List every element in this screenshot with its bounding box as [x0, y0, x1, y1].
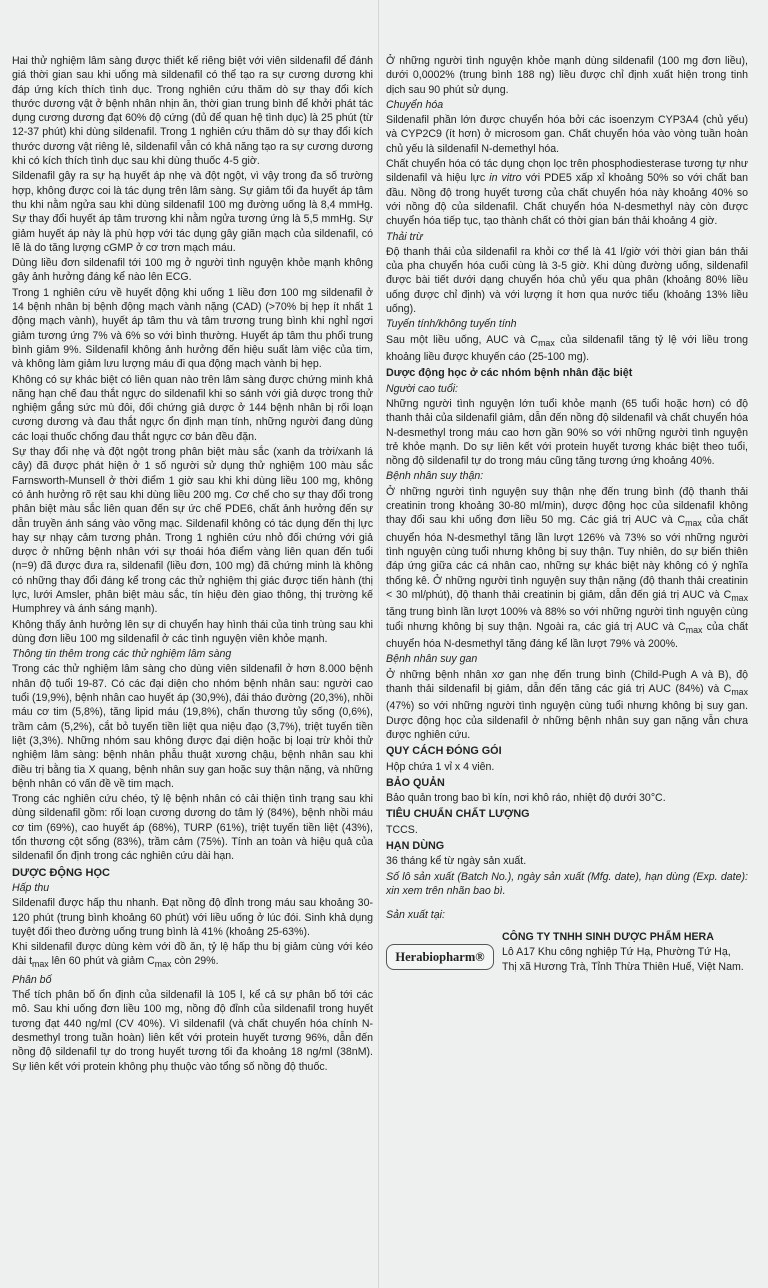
- address-line: Thị xã Hương Trà, Tỉnh Thừa Thiên Huế, Việt Nam.: [502, 961, 744, 974]
- subheading-renal: Bệnh nhân suy thận:: [386, 470, 484, 483]
- paragraph: Ở những người tình nguyện khỏe mạnh dùng sildenafil (100 mg đơn liều), dưới 0,0002% (trung bình 188 ng) liều được chỉ định xuất hiện trong tinh dịch sau 90 phút sử dụng.: [386, 55, 748, 96]
- subheading-absorption: Hấp thu: [12, 881, 50, 894]
- paragraph: Sildenafil được hấp thu nhanh. Đạt nồng độ đỉnh trong máu sau khoảng 30-120 phút (trung bình khoảng 60 phút) với liều uống ở lúc đói. Sinh khả dụng tuyệt đối theo đường uống trung bình là 41% (khoảng 25-63%).: [12, 897, 373, 938]
- paragraph: Trong 1 nghiên cứu về huyết động khi uống 1 liều đơn 100 mg sildenafil ở 14 bệnh nhân bị bệnh động mạch vành nặng (CAD) (>70% bị hẹp ít nhất 1 động mạch vành), huyết áp tâm thu và tâm trương trung bình khi nghỉ ngơi giảm tương ứng 7% và 6% so với bình thường. Huyết áp tâm thu phổi trung bình giảm 9%. Sildenafil không ảnh hưởng đến hiệu suất làm việc của tim, và không làm giảm lưu lượng máu đi qua động mạch vành bị hẹp.: [12, 286, 373, 371]
- paragraph-metabolite: Chất chuyển hóa có tác dụng chọn lọc trên phosphodiesterase tương tự như sildenafil và hiệu lực in vitro với PDE5 xấp xỉ khoảng 50% so với chất ban đầu. Nồng độ trong huyết tương của chất chuyển hóa này khoảng 40% so với nồng độ của sildenafil. Chất chuyển hóa N-desmethyl này còn được chuyển hóa tiếp tục, tạo thành chất có thời gian bán thải khoảng 4 giờ.: [386, 158, 748, 228]
- subheading-linearity: Tuyến tính/không tuyến tính: [386, 318, 517, 331]
- paragraph: Dùng liều đơn sildenafil tới 100 mg ở người tình nguyện khỏe mạnh không gây ảnh hưởng đáng kể nào lên ECG.: [12, 257, 373, 284]
- paragraph: Không có sự khác biệt có liên quan nào trên lâm sàng được chứng minh khả năng hạn chế đau thắt ngực do sildenafil khi so sánh với giả dược trong thử nghiệm gắng sức mù đôi, đối chứng giả dược ở 144 bệnh nhân bị rối loạn cương dương và đau thắt ngực ổn định mạn tính, những người đang dùng các loại thuốc chống đau thắt ngực cơ bản đều đặn.: [12, 373, 373, 443]
- subheading-distribution: Phân bố: [12, 973, 52, 986]
- storage-text: Bảo quản trong bao bì kín, nơi khô ráo, nhiệt độ dưới 30°C.: [386, 792, 666, 805]
- subheading-clinical-info: Thông tin thêm trong các thử nghiệm lâm sàng: [12, 648, 232, 661]
- heading-storage: BẢO QUẢN: [386, 776, 445, 789]
- shelf-life-text: 36 tháng kể từ ngày sản xuất.: [386, 855, 527, 868]
- paragraph: Trong các thử nghiệm lâm sàng cho dùng viên sildenafil ở hơn 8.000 bệnh nhân độ tuổi 19-87. Có các đại diện cho nhóm bệnh nhân sau: người cao tuổi (19,9%), bệnh nhân cao huyết áp (30,9%), đái tháo đường (20,3%), nhồi máu cơ tim (5,8%), tăng lipid máu (19,8%), chấn thương tủy sống (0,6%), trầm cảm (5,2%), cắt bỏ tuyến tiền liệt qua niệu đạo (3,7%), triệt tuyến tiền liệt (3,3%). Những nhóm sau không được đại diện hoặc bị loại trừ khỏi thử nghiệm lâm sàng: bệnh nhân phẫu thuật xương chậu, bệnh nhân sau khi điều trị bằng tia X quang, bệnh nhân suy gan hoặc suy thận nặng, và những bệnh nhân có vấn đề về tim mạch.: [12, 663, 373, 790]
- paragraph: Những người tình nguyện lớn tuổi khỏe mạnh (65 tuổi hoặc hơn) có độ thanh thải của sildenafil giảm, dẫn đến nồng độ sildenafil và chất chuyển hóa N-desmethyl trong máu cao hơn gần 90% so với những người tình nguyện trẻ khỏe mạnh. Do sự liên kết với protein huyết tương khác biệt theo tuổi, nồng độ sildenafil tự do trong máu cũng tăng tương ứng khoảng 40%.: [386, 397, 748, 468]
- subheading-elimination: Thải trừ: [386, 230, 423, 243]
- paragraph: Hai thử nghiệm lâm sàng được thiết kế riêng biệt với viên sildenafil để đánh giá thời gian sau khi uống mà sildenafil có thể tạo ra sự cương dương khi đáp ứng kích thích tình dục. Trong nghiên cứu thăm dò sự thay đổi kích thước dương vật ở bệnh nhân nhịn ăn, thời gian trung bình để khởi phát tác dụng cương dương đạt 60% độ cứng (đủ để quan hệ tình dục) là 25 phút (từ 12-37 phút) khi dùng sildenafil. Trong 1 nghiên cứu thăm dò sự thay đổi kích thước dương vật riêng lẻ, sildenafil vẫn có khả năng tạo ra sự cương dương khi có kích thích tình dục sau khi dùng thuốc 4-5 giờ.: [12, 55, 373, 168]
- paragraph: Sildenafil gây ra sự hạ huyết áp nhẹ và đột ngột, vì vậy trong đa số trường hợp, không được coi là tác dụng trên lâm sàng. Sự giảm tối đa huyết áp tâm thu khi nằm ngửa sau khi dùng sildenafil 100 mg đường uống là 8,4 mmHg. Sự thay đổi huyết áp tâm trương khi nằm ngửa tương ứng là 5,5 mmHg. Sự giảm huyết áp này là phù hợp với tác dụng gây giãn mạch của sildenafil, có lẽ là do tăng lượng cGMP ở cơ trơn mạch máu.: [12, 170, 373, 254]
- subheading-elderly: Người cao tuổi:: [386, 382, 459, 395]
- subheading-metabolism: Chuyển hóa: [386, 98, 444, 111]
- company-name: CÔNG TY TNHH SINH DƯỢC PHẨM HERA: [502, 931, 714, 944]
- subheading-hepatic: Bệnh nhân suy gan: [386, 653, 478, 666]
- left-column: [12, 54, 373, 1075]
- paragraph: Sự thay đổi nhẹ và đột ngột trong phân biệt màu sắc (xanh da trời/xanh lá cây) đã được phát hiện ở 1 số người sử dụng thử nghiệm 100 màu sắc Farnsworth-Munsell ở thời điểm 1 giờ sau khi khi dùng liều 100 mg, không có ảnh hưởng rõ rệt sau khi dùng liều 200 mg. Cơ chế cho sự thay đổi trong phân biệt màu sắc liên quan đến sự ức chế PDE6, chất ảnh hưởng đến sự dẫn truyền ánh sáng vào võng mạc. Sildenafil không có tác dụng đến thị lực hay sự nhạy cảm tương phản. Trong 1 nghiên cứu nhỏ đối chứng với giả dược ở những bệnh nhân với sự thoái hóa điểm vàng liên quan đến tuổi (n=9) đã được đưa ra, sildenafil (liều đơn, 100 mg) đã chứng minh là không có những thay đổi đáng kể trong các thử nghiệm thị giác được tiến hành (thị lực, lưới Amsler, phân biệt màu sắc, tín hiệu đèn giao thông, thị trường kế Humphrey và ánh sáng mạnh).: [12, 446, 373, 616]
- paragraph: Trong các nghiên cứu chéo, tỷ lệ bệnh nhân có cải thiện tình trạng sau khi dùng sildenafil gồm: rối loạn cương dương do tâm lý (84%), bệnh nhồi máu cơ tim (69%), cao huyết áp (68%), TURP (61%), triệt tuyến tiền liệt (43%), tổn thương cột sống (83%), trầm cảm (75%). Tính an toàn và hiệu quả của sildenafil ổn định trong các nghiên cứu dài hạn.: [12, 793, 373, 863]
- paragraph: Độ thanh thải của sildenafil ra khỏi cơ thể là 41 l/giờ với thời gian bán thải của pha chuyển hóa cuối cùng là 3-5 giờ. Khi dùng đường uống, sildenafil được bài tiết dưới dạng chuyển hóa chủ yếu qua phân (khoảng 80% liều uống được chỉ định) và với lượng ít hơn qua nước tiểu (khoảng 13% liều uống).: [386, 245, 748, 316]
- paragraph-linearity: Sau một liều uống, AUC và $C_{max}$ của sildenafil tăng tỷ lệ với liều trong khoảng liều được khuyến cáo (25-100 mg).: [386, 333, 748, 364]
- packaging-text: Hộp chứa 1 vỉ x 4 viên.: [386, 760, 495, 773]
- paragraph: Sildenafil phần lớn được chuyển hóa bởi các isoenzym CYP3A4 (chủ yếu) và CYP2C9 (ít hơn) ở microsom gan. Chất chuyển hóa vào vòng tuần hoàn chủ yếu là sildenafil N-demethyl hóa.: [386, 114, 748, 155]
- heading-special-populations: Dược động học ở các nhóm bệnh nhân đặc biệt: [386, 367, 633, 380]
- paragraph: Thể tích phân bố ổn định của sildenafil là 105 l, kể cả sự phân bố tới các mô. Sau khi uống đơn liều 100 mg, nồng độ đỉnh của sildenafil trong huyết tương đạt 440 ng/ml (CV 40%). Vì sildenafil (và chất chuyển hóa chính N-desmethyl trong tuần hoàn) liên kết với protein huyết tương 96%, dẫn đến nồng độ sildenafil tự do trong huyết tương tối đa khoảng 18 ng/ml (38nM). Sự liên kết với protein không phụ thuộc vào tổng số nồng độ thuốc.: [12, 989, 373, 1073]
- paragraph-food-effect: Khi sildenafil được dùng kèm với đồ ăn, tỷ lệ hấp thu bị giảm cùng với kéo dài $t_{max}$ lên 60 phút và giảm $C_{max}$ còn 29%.: [12, 941, 373, 970]
- made-by-label: Sản xuất tại:: [386, 909, 445, 922]
- heading-pharmacokinetics: DƯỢC ĐỘNG HỌC: [12, 866, 110, 879]
- heading-shelf-life: HẠN DÙNG: [386, 839, 445, 852]
- quality-standard-text: TCCS.: [386, 823, 418, 836]
- fold-line: [378, 0, 379, 1288]
- batch-note: Số lô sản xuất (Batch No.), ngày sản xuất (Mfg. date), hạn dùng (Exp. date): xin xem trên nhãn bao bì.: [386, 870, 748, 897]
- paragraph-hepatic: Ở những bệnh nhân xơ gan nhẹ đến trung bình (Child-Pugh A và B), độ thanh thải sildenafil bị giảm, dẫn đến tăng các giá trị AUC (84%) và $C_{max}$ (47%) so với những người tình nguyện cùng tuổi nhưng không bị suy gan. Dược động học của sildenafil ở những bệnh nhân suy gan nặng vẫn chưa được nghiên cứu.: [386, 668, 748, 741]
- paragraph: Không thấy ảnh hưởng lên sự di chuyển hay hình thái của tinh trùng sau khi dùng đơn liều 100 mg sildenafil ở các tình nguyện viên khỏe mạnh.: [12, 618, 373, 645]
- heading-quality-standard: TIÊU CHUẨN CHẤT LƯỢNG: [386, 808, 530, 821]
- manufacturer-info: [502, 930, 744, 975]
- heading-packaging: QUY CÁCH ĐÓNG GÓI: [386, 745, 502, 758]
- company-logo: Herabiopharm®: [386, 944, 494, 970]
- address-line: Lô A17 Khu công nghiệp Tứ Hạ, Phường Tứ Hạ,: [502, 946, 731, 959]
- manufacturer-block: [386, 930, 748, 975]
- paragraph-renal: Ở những người tình nguyện suy thận nhẹ đến trung bình (độ thanh thải creatinin trong khoảng 30-80 ml/min), dược động học của sildenafil không thay đổi sau khi uống đơn liều 50 mg. Các giá trị AUC và $C_{max}$ của chất chuyển hóa N-desmethyl tăng lần lượt 126% và 73% so với những người tình nguyện cùng tuổi nhưng không bị suy thận. Tuy nhiên, do sự biến thiên đáp ứng giữa các cá nhân cao, những sự khác biệt này không có ý nghĩa thống kê. Ở những người tình nguyện suy thận nặng (độ thanh thải creatinin < 30 ml/phút), độ thanh thải creatinin bị giảm, dẫn đến giá trị AUC và $C_{max}$ tăng trung bình lần lượt 100% và 88% so với những người tình nguyện cùng tuổi nhưng không bị suy thận. Ngoài ra, các giá trị AUC và $C_{max}$ của chất chuyển hóa N-desmethyl tăng đáng kể lần lượt 79% và 200%.: [386, 485, 748, 651]
- right-column: [386, 54, 748, 975]
